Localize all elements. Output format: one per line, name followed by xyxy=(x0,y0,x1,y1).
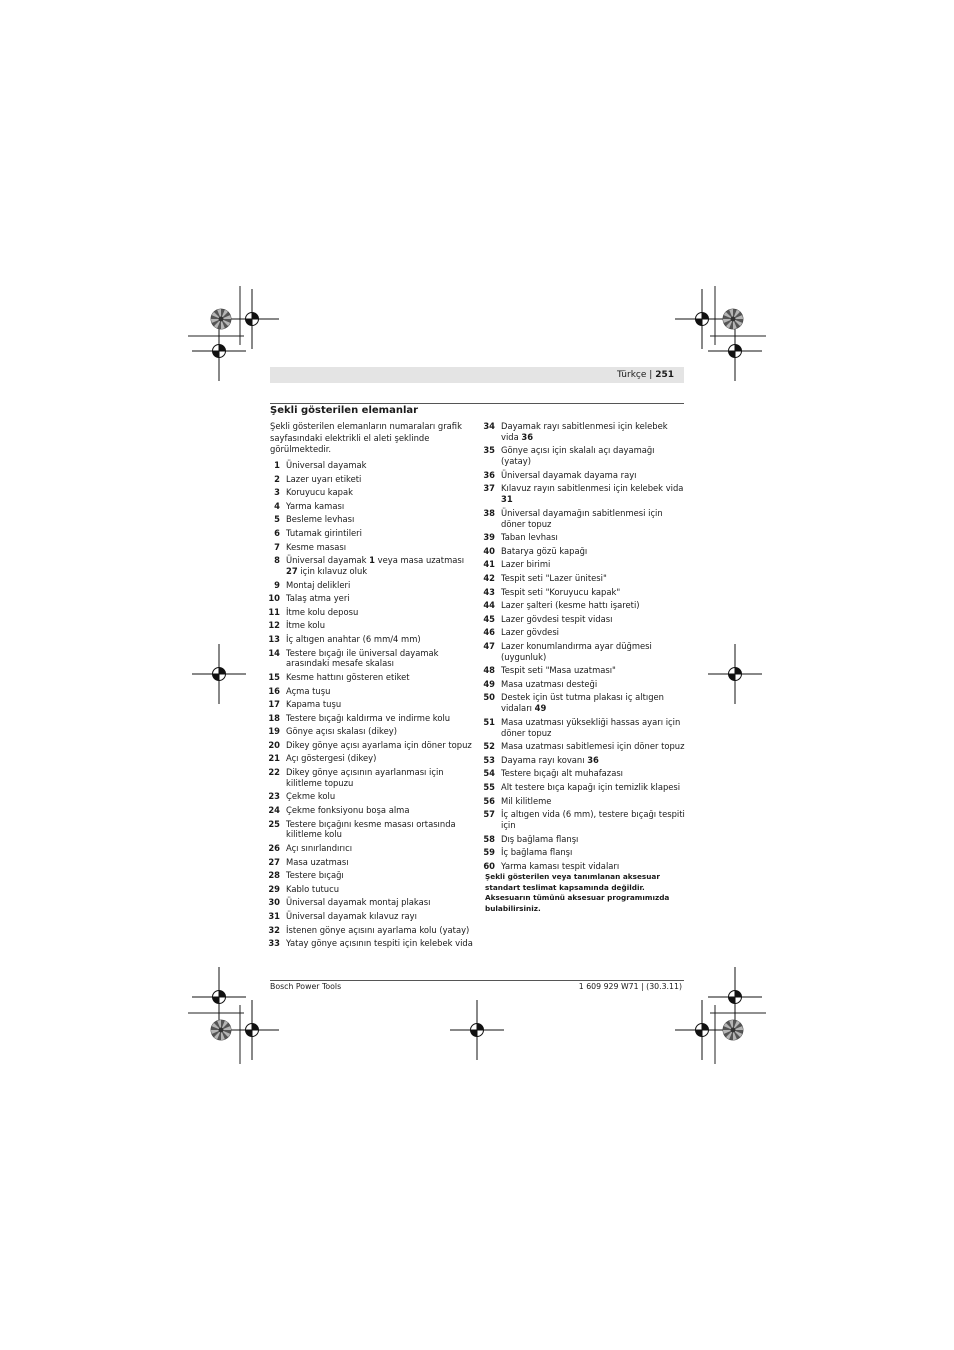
item-text xyxy=(501,665,616,675)
item-number: 37 xyxy=(483,483,495,494)
item-text xyxy=(286,542,346,552)
item-number: 58 xyxy=(483,833,495,844)
list-item xyxy=(270,753,475,764)
item-text-part: Testere bıçağı kaldırma ve indirme kolu xyxy=(286,712,451,723)
item-number: 47 xyxy=(483,640,495,651)
list-item xyxy=(485,445,685,467)
list-item xyxy=(270,884,475,895)
color-wheel-icon xyxy=(722,308,744,330)
color-wheel-icon xyxy=(210,1019,232,1041)
item-text xyxy=(501,559,550,569)
header-language: Türkçe xyxy=(617,370,647,380)
list-item xyxy=(270,767,475,789)
list-item xyxy=(485,508,685,530)
item-number: 1 xyxy=(274,460,280,470)
item-number: 42 xyxy=(483,572,495,583)
item-text xyxy=(286,699,341,709)
item-number: 60 xyxy=(483,860,495,871)
item-number: 8 xyxy=(274,555,280,566)
item-text xyxy=(286,686,330,696)
list-item xyxy=(270,686,475,697)
registration-target-icon xyxy=(189,644,249,704)
item-text-part: Kapama tuşu xyxy=(286,699,342,710)
list-item xyxy=(485,717,685,739)
registration-target-icon xyxy=(705,321,765,381)
list-item xyxy=(270,699,475,710)
item-number: 56 xyxy=(483,795,495,806)
item-text-part: Üniversal dayamak dayama rayı xyxy=(501,469,637,480)
item-text-part: Üniversal dayamak xyxy=(286,555,370,566)
item-text xyxy=(501,809,685,830)
item-number: 28 xyxy=(268,870,280,881)
item-text xyxy=(286,460,366,470)
list-item xyxy=(270,501,475,512)
item-text xyxy=(286,884,339,894)
item-text xyxy=(286,672,410,682)
item-text xyxy=(501,679,597,689)
list-item xyxy=(270,870,475,881)
item-text-part: Yatay gönye açısının tespiti için kelebek vida xyxy=(286,938,473,949)
item-number: 12 xyxy=(268,620,280,631)
item-text xyxy=(286,648,439,669)
item-text xyxy=(501,508,663,529)
item-text xyxy=(501,445,655,466)
item-text-part: Lazer uyarı etiketi xyxy=(286,473,362,484)
item-text xyxy=(286,819,456,840)
list-item xyxy=(485,741,685,752)
item-text xyxy=(286,501,344,511)
list-item xyxy=(485,834,685,845)
item-text xyxy=(501,587,620,597)
item-number: 40 xyxy=(483,545,495,556)
item-number: 52 xyxy=(483,741,495,752)
item-number: 29 xyxy=(268,883,280,894)
item-number: 31 xyxy=(268,911,280,921)
item-text xyxy=(286,528,362,538)
item-text xyxy=(286,713,450,723)
list-item xyxy=(270,607,475,618)
footer-brand: Bosch Power Tools xyxy=(270,982,342,991)
item-text xyxy=(501,614,612,624)
item-number: 13 xyxy=(268,633,280,644)
list-item xyxy=(270,805,475,816)
item-text-part: Testere bıçağı xyxy=(286,870,344,881)
item-text-part: Tespit seti "Koruyucu kapak" xyxy=(501,586,621,597)
item-text xyxy=(501,782,680,792)
list-item xyxy=(485,755,685,766)
item-number: 23 xyxy=(268,791,280,802)
item-reference-number: 1 xyxy=(369,555,375,566)
item-number: 6 xyxy=(274,527,280,538)
item-text xyxy=(501,573,607,583)
item-number: 43 xyxy=(483,586,495,597)
item-text-part: İç altıgen vida (6 mm), testere bıçağı tespiti için xyxy=(501,809,685,831)
list-item xyxy=(485,679,685,690)
item-number: 49 xyxy=(483,678,495,689)
list-item xyxy=(270,460,475,471)
item-text-part: İstenen gönye açısını ayarlama kolu (yatay) xyxy=(286,924,470,935)
item-text-part: İtme kolu xyxy=(286,620,326,631)
item-number: 32 xyxy=(268,924,280,935)
item-text xyxy=(501,600,640,610)
list-item xyxy=(270,555,475,577)
list-item xyxy=(485,861,685,872)
item-text xyxy=(501,483,683,504)
list-item xyxy=(270,938,475,949)
item-text-part: Masa uzatması sabitlemesi için döner topuz xyxy=(501,741,685,752)
list-item xyxy=(270,740,475,751)
item-text-part: Testere bıçağını kesme masası ortasında kilitleme kolu xyxy=(286,818,456,840)
item-text-part: veya masa uzatması xyxy=(374,555,465,566)
list-item xyxy=(485,587,685,598)
section-intro: Şekli gösterilen elemanların numaraları grafik sayfasındaki elektrikli el aleti şeklinde görülmektedir. xyxy=(270,421,462,455)
item-number: 7 xyxy=(274,541,280,552)
item-text xyxy=(286,870,344,880)
list-item xyxy=(485,692,685,714)
item-number: 9 xyxy=(274,579,280,590)
item-text xyxy=(501,546,587,556)
color-wheel-icon xyxy=(722,1019,744,1041)
item-text xyxy=(286,753,376,763)
list-item xyxy=(485,782,685,793)
item-text-part: Tutamak girintileri xyxy=(286,527,362,538)
item-number: 22 xyxy=(268,767,280,778)
list-item xyxy=(270,580,475,591)
item-text xyxy=(286,620,325,630)
item-number: 3 xyxy=(274,487,280,498)
item-text xyxy=(501,834,578,844)
section-top-rule xyxy=(270,403,684,404)
list-item xyxy=(270,672,475,683)
item-reference-number: 36 xyxy=(521,431,534,442)
item-number: 53 xyxy=(483,754,495,765)
item-text-part: Talaş atma yeri xyxy=(286,593,350,604)
item-text-part: Çekme kolu xyxy=(286,791,336,802)
item-text-part: Masa uzatması yüksekliği hassas ayarı için döner topuz xyxy=(501,716,681,738)
list-item xyxy=(485,665,685,676)
item-number: 20 xyxy=(268,739,280,750)
list-item xyxy=(485,614,685,625)
item-number: 10 xyxy=(268,593,280,604)
item-text-part: Dikey gönye açısının ayarlanması için kilitleme topuzu xyxy=(286,767,444,788)
item-text-part: Montaj delikleri xyxy=(286,579,351,590)
list-item xyxy=(270,843,475,854)
list-item xyxy=(270,713,475,724)
registration-target-icon xyxy=(447,1000,507,1060)
item-text xyxy=(286,857,349,867)
item-text-part: Tespit seti "Masa uzatması" xyxy=(501,665,616,676)
item-text xyxy=(501,470,637,480)
item-text-part: Mil kilitleme xyxy=(501,795,552,806)
item-text-part: Alt testere bıça kapağı için temizlik klapesi xyxy=(501,782,681,793)
registration-target-icon xyxy=(705,644,765,704)
item-text-part: Masa uzatması xyxy=(286,856,349,867)
item-text-part: Destek için üst tutma plakası iç altıgen vidaları xyxy=(501,692,664,714)
item-text xyxy=(286,740,472,750)
item-text xyxy=(286,897,430,907)
item-number: 30 xyxy=(268,897,280,908)
list-item xyxy=(270,819,475,841)
item-text xyxy=(286,767,444,788)
item-text-part: Dikey gönye açısı ayarlama için döner topuz xyxy=(286,739,472,750)
item-text-part: Besleme levhası xyxy=(286,514,355,525)
list-item xyxy=(485,809,685,831)
item-number: 46 xyxy=(483,627,495,638)
item-number: 33 xyxy=(268,938,280,949)
header-text xyxy=(617,369,674,381)
list-item xyxy=(270,487,475,498)
item-number: 5 xyxy=(274,514,280,525)
list-item xyxy=(270,726,475,737)
item-text-part: Tespit seti "Lazer ünitesi" xyxy=(501,572,607,583)
list-item xyxy=(485,559,685,570)
item-text-part: Açı göstergesi (dikey) xyxy=(286,753,377,764)
list-item xyxy=(485,847,685,858)
item-text xyxy=(286,791,335,801)
item-text-part: Dayama rayı kovanı xyxy=(501,754,588,765)
item-text-part: Kablo tutucu xyxy=(286,883,340,894)
item-text xyxy=(286,593,350,603)
accessory-note: Şekli gösterilen veya tanımlanan aksesuar standart teslimat kapsamında değildir. Aksesuarın tümünü aksesuar programımızda bulabilirsiniz. xyxy=(485,872,670,913)
item-number: 51 xyxy=(483,716,495,727)
item-text xyxy=(501,692,664,713)
list-item xyxy=(485,627,685,638)
item-text xyxy=(501,755,599,765)
registration-target-icon xyxy=(189,321,249,381)
item-text xyxy=(286,487,353,497)
item-text-part: Lazer birimi xyxy=(501,559,551,570)
item-text-part: Üniversal dayamağın sabitlenmesi için döner topuz xyxy=(501,507,663,529)
footer-doc-id: 1 609 929 W71 | (30.3.11) xyxy=(578,982,682,991)
item-text-part: Lazer şalteri (kesme hattı işareti) xyxy=(501,600,640,611)
item-number: 44 xyxy=(483,600,495,611)
component-list-left xyxy=(270,460,475,952)
list-item xyxy=(485,483,685,505)
item-text xyxy=(501,717,680,738)
item-number: 25 xyxy=(268,818,280,829)
item-text-part: Lazer konumlandırma ayar düğmesi (uygunluk) xyxy=(501,640,652,662)
item-text xyxy=(501,641,652,662)
item-number: 48 xyxy=(483,665,495,676)
list-item xyxy=(485,768,685,779)
list-item xyxy=(485,641,685,663)
item-text xyxy=(286,911,417,921)
item-text xyxy=(286,634,421,644)
list-item xyxy=(485,470,685,481)
item-text xyxy=(286,843,352,853)
item-text-part: Taban levhası xyxy=(501,532,558,543)
item-number: 27 xyxy=(268,856,280,867)
color-wheel-icon xyxy=(210,308,232,330)
section-title: Şekli gösterilen elemanlar xyxy=(270,405,419,416)
item-text xyxy=(501,627,559,637)
list-item xyxy=(270,911,475,922)
item-text-part: Üniversal dayamak kılavuz rayı xyxy=(286,911,417,921)
item-reference-number: 31 xyxy=(501,494,513,505)
item-text xyxy=(501,741,685,751)
item-text-part: Yarma kaması tespit vidaları xyxy=(501,860,620,871)
item-text-part: Açı sınırlandırıcı xyxy=(286,843,353,854)
component-list-right xyxy=(485,421,685,874)
item-text xyxy=(501,532,558,542)
item-text-part: Dış bağlama flanşı xyxy=(501,833,579,844)
item-text-part: Gönye açısı skalası (dikey) xyxy=(286,726,397,737)
item-text xyxy=(286,607,358,617)
item-text-part: Testere bıçağı alt muhafazası xyxy=(501,768,624,779)
list-item xyxy=(270,857,475,868)
list-item xyxy=(270,925,475,936)
item-number: 50 xyxy=(483,692,495,703)
item-reference-number: 27 xyxy=(286,565,298,576)
item-number: 34 xyxy=(483,421,495,431)
item-text xyxy=(286,555,464,576)
item-text xyxy=(286,514,354,524)
item-text-part: Gönye açısı için skalalı açı dayamağı (yatay) xyxy=(501,445,655,467)
list-item xyxy=(485,573,685,584)
list-item xyxy=(270,542,475,553)
item-text-part: Koruyucu kapak xyxy=(286,487,353,498)
item-number: 45 xyxy=(483,613,495,624)
item-number: 24 xyxy=(268,805,280,816)
footer-rule xyxy=(270,980,684,981)
item-text-part: Kesme masası xyxy=(286,541,347,552)
list-item xyxy=(270,474,475,485)
item-text-part: Üniversal dayamak montaj plakası xyxy=(286,897,431,908)
item-number: 41 xyxy=(483,559,495,570)
item-text-part: İç bağlama flanşı xyxy=(501,847,573,858)
item-text xyxy=(286,474,361,484)
item-number: 4 xyxy=(274,500,280,511)
item-number: 21 xyxy=(268,753,280,764)
item-text xyxy=(501,861,619,871)
item-text xyxy=(286,580,350,590)
item-text-part: Üniversal dayamak xyxy=(286,460,367,470)
item-text xyxy=(286,938,473,948)
item-text-part: İç altıgen anahtar (6 mm/4 mm) xyxy=(286,633,421,644)
item-text-part: Testere bıçağı ile üniversal dayamak arasındaki mesafe skalası xyxy=(286,647,439,669)
item-text-part: İtme kolu deposu xyxy=(286,606,359,617)
item-text xyxy=(286,726,397,736)
list-item xyxy=(270,791,475,802)
header-separator: | xyxy=(649,370,653,380)
item-number: 11 xyxy=(268,606,280,617)
list-item xyxy=(485,532,685,543)
item-text-part: Dayamak rayı sabitlenmesi için kelebek vida xyxy=(501,421,668,442)
item-number: 16 xyxy=(268,685,280,696)
item-number: 36 xyxy=(483,469,495,480)
item-number: 39 xyxy=(483,532,495,543)
item-text-part: Kesme hattını gösteren etiket xyxy=(286,671,410,682)
item-number: 14 xyxy=(268,647,280,658)
item-reference-number: 49 xyxy=(534,703,547,714)
page-number: 251 xyxy=(655,370,674,380)
list-item xyxy=(270,648,475,670)
list-item xyxy=(270,620,475,631)
list-item xyxy=(485,546,685,557)
item-number: 26 xyxy=(268,843,280,854)
item-text xyxy=(501,847,572,857)
item-number: 18 xyxy=(268,712,280,723)
item-text xyxy=(501,421,668,442)
item-number: 54 xyxy=(483,768,495,779)
item-text-part: Lazer gövdesi tespit vidası xyxy=(501,613,613,624)
list-item xyxy=(270,514,475,525)
item-text-part: Açma tuşu xyxy=(286,685,331,696)
item-number: 2 xyxy=(274,473,280,484)
item-text xyxy=(501,796,551,806)
item-reference-number: 36 xyxy=(587,754,599,765)
list-item xyxy=(485,796,685,807)
list-item xyxy=(270,634,475,645)
list-item xyxy=(270,528,475,539)
item-text-part: Masa uzatması desteği xyxy=(501,678,598,689)
list-item xyxy=(485,421,685,443)
item-text-part: Çekme fonksiyonu boşa alma xyxy=(286,805,410,816)
item-text xyxy=(501,768,623,778)
list-item xyxy=(485,600,685,611)
item-text-part: Batarya gözü kapağı xyxy=(501,545,588,556)
item-text-part: Kılavuz rayın sabitlenmesi için kelebek vida xyxy=(501,483,684,494)
page-header xyxy=(270,367,684,383)
item-number: 38 xyxy=(483,507,495,518)
item-text-part: Yarma kaması xyxy=(286,500,345,511)
item-number: 57 xyxy=(483,809,495,820)
item-number: 55 xyxy=(483,782,495,793)
item-number: 35 xyxy=(483,445,495,456)
item-number: 19 xyxy=(268,726,280,737)
item-number: 15 xyxy=(268,671,280,682)
item-text-part: için kılavuz oluk xyxy=(297,565,368,576)
item-text-part: Lazer gövdesi xyxy=(501,627,560,638)
item-number: 59 xyxy=(483,847,495,858)
item-text xyxy=(286,805,409,815)
item-number: 17 xyxy=(268,699,280,710)
list-item xyxy=(270,897,475,908)
item-text xyxy=(286,925,469,935)
list-item xyxy=(270,593,475,604)
